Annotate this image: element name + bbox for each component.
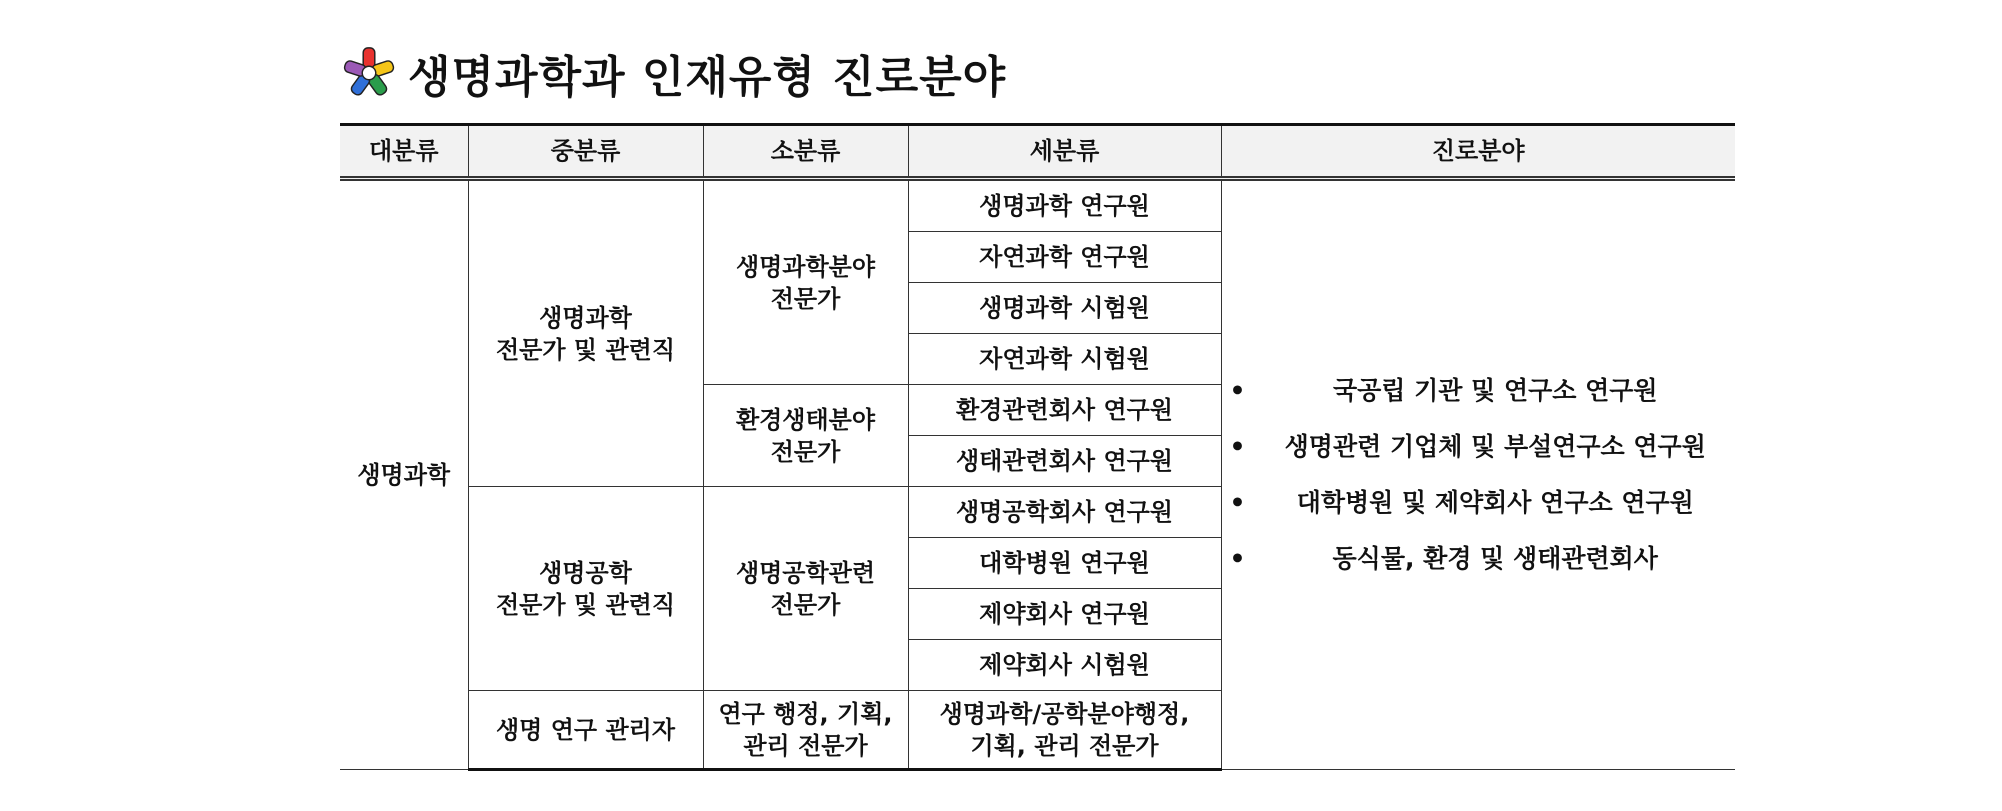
career-item-label: 대학병원 및 제약회사 연구소 연구원 <box>1296 488 1694 517</box>
minor-category-cell: 생명과학분야 전문가 <box>703 179 908 385</box>
detail-cell: 대학병원 연구원 <box>908 538 1221 589</box>
detail-cell: 생명과학 연구원 <box>908 179 1221 232</box>
career-item-label: 동식물, 환경 및 생태관련회사 <box>1332 544 1658 573</box>
asterisk-logo-icon <box>340 44 398 102</box>
career-item <box>1226 541 1732 577</box>
page-header <box>340 38 1006 108</box>
header-middle: 중분류 <box>468 125 703 179</box>
detail-cell: 생태관련회사 연구원 <box>908 436 1221 487</box>
detail-cell: 자연과학 시험원 <box>908 334 1221 385</box>
header-minor: 소분류 <box>703 125 908 179</box>
career-item <box>1226 485 1732 521</box>
middle-category-cell: 생명공학 전문가 및 관련직 <box>468 487 703 691</box>
table-row <box>340 179 1735 232</box>
detail-cell: 생명공학회사 연구원 <box>908 487 1221 538</box>
table-header-row <box>340 125 1735 179</box>
bullet-icon: • <box>1229 376 1246 405</box>
middle-category-cell: 생명과학 전문가 및 관련직 <box>468 179 703 487</box>
detail-cell: 제약회사 연구원 <box>908 589 1221 640</box>
minor-category-cell: 연구 행정, 기획, 관리 전문가 <box>703 691 908 770</box>
minor-category-cell: 환경생태분야 전문가 <box>703 385 908 487</box>
bullet-icon: • <box>1229 544 1246 573</box>
minor-category-cell: 생명공학관련 전문가 <box>703 487 908 691</box>
bullet-icon: • <box>1229 432 1246 461</box>
page-title: 생명과학과 인재유형 진로분야 <box>408 52 1007 103</box>
detail-cell: 생명과학/공학분야행정, 기획, 관리 전문가 <box>908 691 1221 770</box>
career-table <box>340 123 1735 771</box>
career-item-label: 생명관련 기업체 및 부설연구소 연구원 <box>1284 432 1706 461</box>
career-item-label: 국공립 기관 및 연구소 연구원 <box>1332 376 1658 405</box>
career-item <box>1226 373 1732 409</box>
major-category-cell: 생명과학 <box>340 179 468 770</box>
career-list <box>1226 373 1732 577</box>
career-item <box>1226 429 1732 465</box>
header-major: 대분류 <box>340 125 468 179</box>
header-career: 진로분야 <box>1221 125 1735 179</box>
career-fields-cell <box>1221 179 1735 770</box>
detail-cell: 자연과학 연구원 <box>908 232 1221 283</box>
detail-cell: 생명과학 시험원 <box>908 283 1221 334</box>
detail-cell: 제약회사 시험원 <box>908 640 1221 691</box>
bullet-icon: • <box>1229 488 1246 517</box>
middle-category-cell: 생명 연구 관리자 <box>468 691 703 770</box>
detail-cell: 환경관련회사 연구원 <box>908 385 1221 436</box>
header-detail: 세분류 <box>908 125 1221 179</box>
